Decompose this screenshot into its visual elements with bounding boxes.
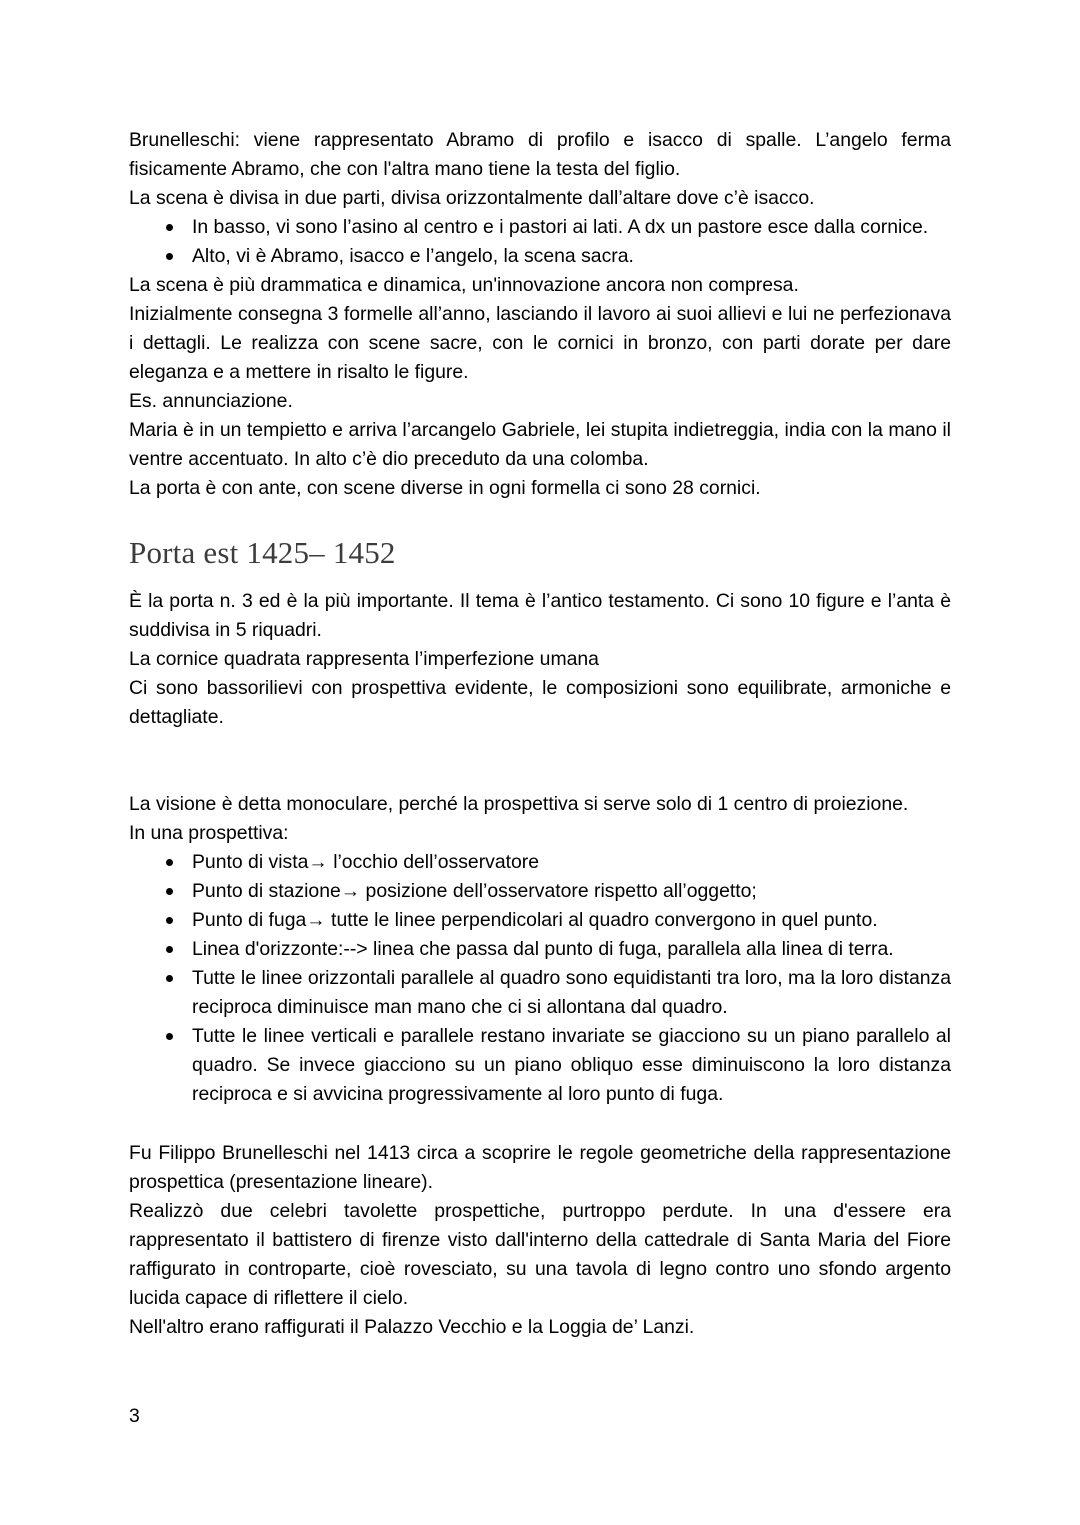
bullet-dot-icon bbox=[166, 946, 173, 953]
paragraph-cornice-quadrata: La cornice quadrata rappresenta l’imperfezione umana bbox=[129, 648, 599, 670]
list-item bbox=[129, 848, 951, 877]
paragraph-es-annunciazione: Es. annunciazione. bbox=[129, 390, 293, 412]
bullet-list-prospettiva bbox=[129, 848, 951, 1109]
list-item bbox=[129, 906, 951, 935]
bullet-dot-icon bbox=[166, 888, 173, 895]
paragraph-palazzo-vecchio: Nell'altro erano raffigurati il Palazzo Vecchio e la Loggia de’ Lanzi. bbox=[129, 1316, 695, 1338]
paragraph-maria-tempietto: Maria è in un tempietto e arriva l’arcangelo Gabriele, lei stupita indietreggia, india con la mano il ventre accentuato. In alto c’è dio preceduto da una colomba. bbox=[129, 419, 951, 470]
bullet-list-scena bbox=[129, 213, 951, 271]
list-item bbox=[129, 935, 951, 964]
bullet-dot-icon bbox=[166, 975, 173, 982]
list-item-text: Punto di vista→ l’occhio dell’osservatore bbox=[192, 851, 540, 873]
spacer bbox=[129, 1109, 951, 1139]
paragraph-bassorilievi: Ci sono bassorilievi con prospettiva evidente, le composizioni sono equilibrate, armoniche e dettagliate. bbox=[129, 677, 951, 728]
list-item-text: In basso, vi sono l’asino al centro e i pastori ai lati. A dx un pastore esce dalla cornice. bbox=[192, 216, 929, 238]
paragraph-fu-filippo: Fu Filippo Brunelleschi nel 1413 circa a scoprire le regole geometriche della rappresentazione prospettica (presentazione lineare). bbox=[129, 1142, 951, 1193]
page-title: Porta est 1425– 1452 bbox=[129, 535, 396, 570]
document-body bbox=[129, 126, 951, 1342]
paragraph-in-una-prospettiva: In una prospettiva: bbox=[129, 822, 289, 844]
list-item bbox=[129, 242, 951, 271]
spacer bbox=[129, 732, 951, 790]
paragraph-porta-ante: La porta è con ante, con scene diverse in ogni formella ci sono 28 cornici. bbox=[129, 477, 761, 499]
paragraph-tavolette-prospettiche: Realizzò due celebri tavolette prospettiche, purtroppo perdute. In una d'essere era rappresentato il battistero di firenze visto dall'interno della cattedrale di Santa Maria del Fiore raffigurato in controparte, cioè rovesciato, su una tavola di legno contro uno sfondo argento lucida capace di riflettere il cielo. bbox=[129, 1200, 951, 1309]
list-item-text: Linea d'orizzonte:--> linea che passa dal punto di fuga, parallela alla linea di terra. bbox=[192, 938, 894, 960]
list-item-text: Tutte le linee verticali e parallele restano invariate se giacciono su un piano parallelo al quadro. Se invece giacciono su un piano obliquo esse diminuiscono la loro distanza reciproca e si avvicina progressivamente al loro punto di fuga. bbox=[192, 1025, 951, 1105]
list-item bbox=[129, 877, 951, 906]
list-item-text: Tutte le linee orizzontali parallele al quadro sono equidistanti tra loro, ma la loro distanza reciproca diminuisce man mano che ci si allontana dal quadro. bbox=[192, 967, 951, 1018]
list-item-text: Alto, vi è Abramo, isacco e l’angelo, la scena sacra. bbox=[192, 245, 634, 267]
bullet-dot-icon bbox=[166, 917, 173, 924]
page-number: 3 bbox=[129, 1405, 140, 1427]
paragraph-porta-numero-tre: È la porta n. 3 ed è la più importante. Il tema è l’antico testamento. Ci sono 10 figure e l’anta è suddivisa in 5 riquadri. bbox=[129, 590, 951, 641]
spacer bbox=[129, 503, 951, 533]
spacer bbox=[129, 573, 951, 587]
paragraph-scena-drammatica: La scena è più drammatica e dinamica, un'innovazione ancora non compresa. bbox=[129, 274, 799, 296]
list-item-text: Punto di stazione→ posizione dell’osservatore rispetto all’oggetto; bbox=[192, 880, 757, 902]
bullet-dot-icon bbox=[166, 1033, 173, 1040]
list-item bbox=[129, 964, 951, 1022]
bullet-dot-icon bbox=[166, 224, 173, 231]
paragraph-scena-divisa: La scena è divisa in due parti, divisa orizzontalmente dall’altare dove c’è isacco. bbox=[129, 187, 815, 209]
list-item bbox=[129, 213, 951, 242]
paragraph-visione-monoculare: La visione è detta monoculare, perché la prospettiva si serve solo di 1 centro di proiezione. bbox=[129, 793, 909, 815]
list-item bbox=[129, 1022, 951, 1109]
list-item-text: Punto di fuga→ tutte le linee perpendicolari al quadro convergono in quel punto. bbox=[192, 909, 878, 931]
paragraph-formelle: Inizialmente consegna 3 formelle all’anno, lasciando il lavoro ai suoi allievi e lui ne perfezionava i dettagli. Le realizza con scene sacre, con le cornici in bronzo, con parti dorate per dare eleganza e a mettere in risalto le figure. bbox=[129, 303, 951, 383]
bullet-dot-icon bbox=[166, 859, 173, 866]
paragraph-brunelleschi-intro: Brunelleschi: viene rappresentato Abramo di profilo e isacco di spalle. L’angelo ferma fisicamente Abramo, che con l'altra mano tiene la testa del figlio. bbox=[129, 129, 951, 180]
bullet-dot-icon bbox=[166, 253, 173, 260]
